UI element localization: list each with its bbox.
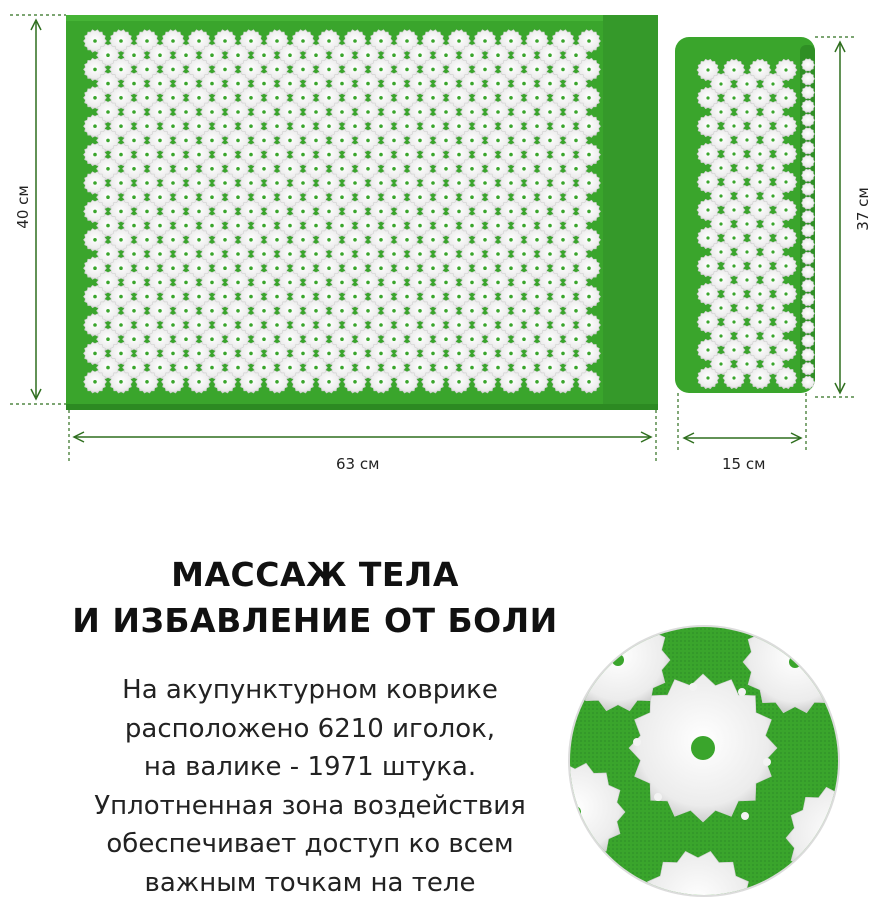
spike [802, 155, 815, 167]
acupuncture-roller [675, 37, 815, 393]
spike [802, 293, 815, 305]
closeup-hole [741, 812, 749, 820]
spike [802, 100, 815, 112]
spike [802, 362, 815, 374]
description [0, 671, 620, 902]
acupuncture-mat [66, 15, 658, 410]
mat-side-flap [603, 15, 658, 410]
roller-height-label: 37 см [854, 187, 872, 231]
spike [802, 266, 815, 278]
spike [802, 128, 815, 140]
spike [802, 169, 815, 181]
description-line-5: обеспечивает доступ ко всем [106, 829, 514, 859]
spike [802, 321, 815, 333]
headline-line-1: МАССАЖ ТЕЛА [171, 555, 459, 594]
description-line-3: на валике - 1971 штука. [143, 752, 477, 782]
spike [802, 73, 815, 85]
closeup-hole [738, 688, 746, 696]
mat-top-edge [66, 15, 658, 21]
closeup-hole [654, 793, 662, 801]
description-line-1: На акупунктурном коврике [122, 675, 498, 705]
spike [802, 335, 815, 347]
spike [802, 114, 815, 126]
spike [802, 376, 815, 388]
closeup-hole [763, 758, 771, 766]
roller-width-label: 15 см [722, 455, 766, 473]
description-line-2: расположено 6210 иголок, [124, 713, 496, 744]
spike [802, 59, 815, 71]
spike [802, 211, 815, 223]
spike [802, 197, 815, 209]
mat-width-label: 63 см [336, 455, 380, 473]
closeup-hole [633, 738, 641, 746]
description-line-4: Уплотненная зона воздействия [94, 790, 526, 821]
spike [802, 349, 815, 361]
spike [802, 238, 815, 250]
description-line-6: важным точкам на теле [144, 867, 476, 898]
spike [802, 252, 815, 264]
spike [802, 224, 815, 236]
spike [802, 142, 815, 154]
spike [802, 307, 815, 319]
mat-height-label: 40 см [14, 185, 32, 229]
headline [0, 552, 630, 644]
closeup-hole [689, 683, 697, 691]
spike [802, 183, 815, 195]
spike [802, 86, 815, 98]
spike [802, 280, 815, 292]
headline-line-2: И ИЗБАВЛЕНИЕ ОТ БОЛИ [72, 601, 558, 640]
mat-bottom-edge [66, 404, 658, 410]
